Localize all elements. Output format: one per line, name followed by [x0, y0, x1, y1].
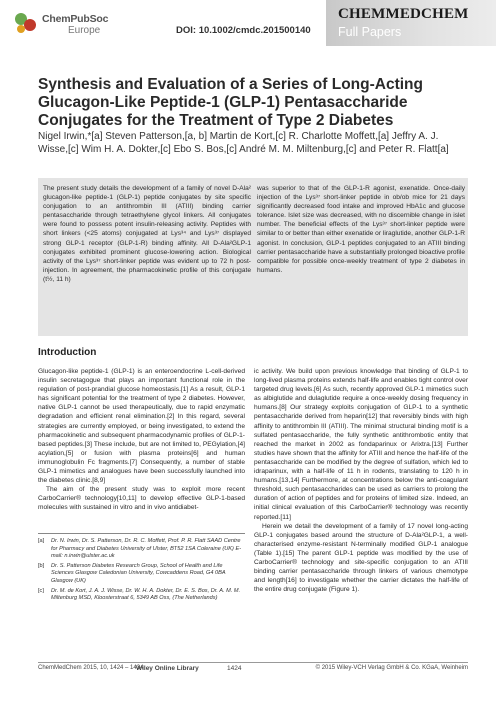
footnote-divider: [38, 533, 245, 534]
page-number: 1424: [227, 665, 242, 672]
footnote-item: [38, 538, 245, 561]
citation-text: ChemMedChem 2015, 10, 1424 – 1434: [38, 665, 144, 671]
paragraph: Glucagon-like peptide-1 (GLP-1) is an enteroendocrine L-cell-derived insulin secretagogue that plays an important functional role in the regulation of post-prandial glucose homeostasis.[1] As a result, GLP-1 has significant potential for the treatment of type 2 diabetes. However, native GLP-1 cannot be used therapeutically, due to rapid enzymatic degradation and efficient renal elimination.[2] In this regard, several strategies are currently employed, or being investigated, to extend the pharmacokinetic and subsequent pharmacodynamic profiles of GLP-1-based peptides.[3] These include, but are not limited to, PEGylation,[4] acylation,[5] or fusion with plasma proteins[6] and human immunoglobulin Fc fragments.[7] Consequently, a number of stable GLP-1 mimetics and analogues have been successfully launched into the diabetes clinic.[8,9]: [38, 368, 245, 485]
footnote-key: [a]: [38, 538, 45, 544]
page-header: [0, 0, 496, 48]
logo-subtext: Europe: [68, 25, 101, 36]
author-list: Nigel Irwin,*[a] Steven Patterson,[a, b] Martin de Kort,[c] R. Charlotte Moffett,[a] Jeffry A. J. Wisse,[c] Wim H. A. Dokter,[c] Ebo S. Bos,[c] André M. M. Miltenburg,[c] and Peter R. Flatt[a]: [38, 131, 449, 155]
footnote-text: Dr. N. Irwin, Dr. S. Patterson, Dr. R. C. Moffett, Prof. P. R. Flatt SAAD Centre for Pharmacy and Diabetes University of Ulster, BT52 1SA Coleraine (UK) E-mail: n.irwin@ulster.ac.uk: [51, 538, 242, 560]
chempubsoc-logo-icon: [12, 10, 40, 36]
paragraph: Herein we detail the development of a family of 17 novel long-acting GLP-1 conjugates based around the structure of D-Ala²GLP-1, a well-characterised enzyme-resistant N-terminally modified GLP-1 analogue (Table 1).[15] The parent GLP-1 peptide was modified by the use of CarboCarrier® technology and site-specific conjugation to an ATIII binding carrier pentasaccharide through linkers of various chemotype and length[16] to investigate whether the carrier dictates the half-life of the entire drug conjugate (Figure 1).: [254, 522, 468, 594]
paragraph: The aim of the present study was to exploit more recent CarboCarrier® technology[10,11] to develop effective GLP-1-based molecules with sustained in vitro and in vivo antidiabet-: [38, 486, 245, 512]
publisher-logo: [12, 6, 124, 42]
affiliations-footnotes: [38, 538, 245, 605]
body-right-column: [254, 367, 468, 594]
paragraph: ic activity. We build upon previous knowledge that binding of GLP-1 to long-lived plasma proteins extends half-life and enables tight control over targeted drug levels.[6] As such, recently approved GLP-1 mimetics such as albiglutide and dulaglutide require a once-weekly dosing frequency in humans.[8] Our strategy exploits conjugation of GLP-1 to a synthetic pentasaccharide derived from heparin[12] that reversibly binds with high affinity to antithrombin III (ATIII). The minimal structural binding motif is a sulfated pentasaccharide, the fully synthetic antithrombotic entity that reached the market in 2002 as fondaparinux or Arixtra.[13] Further studies have shown that the affinity for ATIII and hence the half-life of the pentasaccharide can be modified by the degree of sulfation, which led to idraparinux, with a half-life of 11 h in rodents, translating to 120 h in humans.[13,14] Furthermore, at concentrations below the anti-coagulant threshold, such pentasaccharides can be used as carriers to prolong the duration of action of peptides and for proteins of limited size. Indeed, an initial clinical evaluation of this CarboCarrier® technology was recently reported.[11]: [254, 368, 468, 521]
logo-text: ChemPubSoc: [42, 13, 109, 25]
abstract-right-column: was superior to that of the GLP-1-R agonist, exenatide. Once-daily injection of the Lys³⁷ short-linker peptide in ob/ob mice for 21 days significantly decreased food intake and improved HbA1c and glucose tolerance. Islet size was decreased, with no discernible change in islet number. The beneficial effects of the Lys³⁷ short-linker peptide were similar to or better than either exenatide or liraglutide, another GLP-1-R agonist. In conclusion, GLP-1 peptides conjugated to an ATIII binding carrier pentasaccharide have a substantially prolonged bioactive profile compatible for possible once-weekly treatment of type 2 diabetes in humans.: [257, 185, 465, 274]
publisher-link[interactable]: Wiley Online Library: [136, 665, 199, 672]
journal-band: [326, 0, 496, 46]
body-left-column: [38, 367, 245, 513]
footnote-text: Dr. S. Patterson Diabetes Research Group, School of Health and Life Sciences Glasgow Caledonian University, Cowcaddens Road, G4 0BA Glasgow (UK): [51, 562, 226, 584]
footnote-key: [b]: [38, 562, 45, 569]
article-title: Synthesis and Evaluation of a Series of Long-Acting Glucagon-Like Peptide-1 (GLP-1) Pentasaccharide Conjugates for the Treatment of Type 2 Diabetes: [38, 76, 423, 129]
footnote-key: [c]: [38, 587, 44, 594]
footnote-text: Dr. M. de Kort, J. A. J. Wisse, Dr. W. H. A. Dokter, Dr. E. S. Bos, Dr. A. M. M. Miltenburg MSD, Kloosterstraat 6, 5349 AB Oss, (The Netherlands): [51, 587, 241, 602]
doi-text[interactable]: DOI: 10.1002/cmdc.201500140: [176, 25, 311, 36]
abstract-box: [38, 178, 468, 336]
page-footer: [38, 665, 468, 677]
copyright-text: © 2015 Wiley-VCH Verlag GmbH & Co. KGaA, Weinheim: [315, 665, 468, 671]
journal-name: CHEMMEDCHEM: [338, 6, 469, 22]
footnote-item: [38, 563, 245, 586]
abstract-left-column: The present study details the development of a family of novel D-Ala² glucagon-like peptide-1 (GLP-1) peptide conjugates by site specific conjugation to an antithrombin III (ATIII) binding carrier pentasaccharide through tetraethylene glycol linkers. All conjugates were found to possess potent insulin-releasing activity. Peptides with short linkers (<25 atoms) conjugated at Lys³⁴ and Lys³⁷ displayed strong GLP-1 receptor (GLP-1-R) binding affinity. All D-Ala²GLP-1 conjugates exhibited prominent glucose-lowering action. Biological activity of the Lys³⁷ short-linker peptide was evident up to 72 h post-injection. In agreement, the pharmacokinetic profile of this conjugate (t½, 11 h): [43, 185, 251, 283]
footnote-item: [38, 588, 245, 603]
article-type: Full Papers: [338, 25, 402, 39]
footer-divider: [38, 662, 468, 663]
introduction-heading: Introduction: [38, 347, 97, 358]
